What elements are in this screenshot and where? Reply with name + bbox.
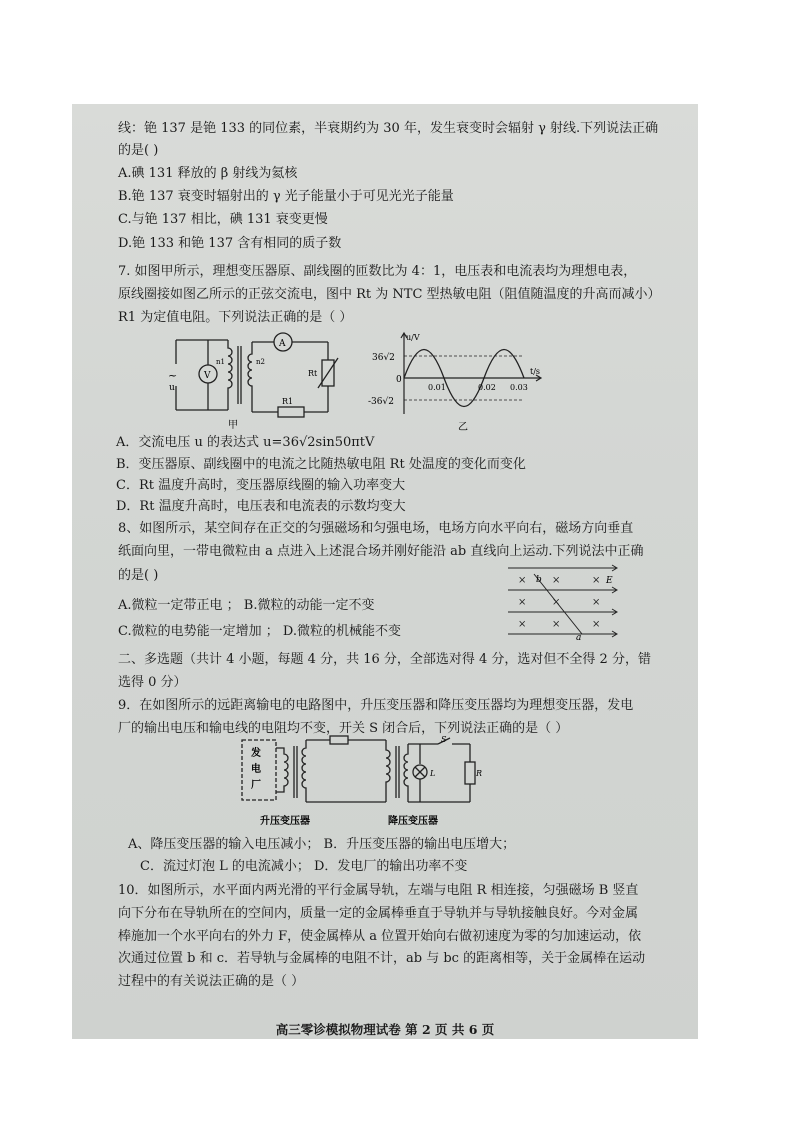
label-rt: Rt <box>308 369 318 378</box>
label-r: R <box>476 769 483 778</box>
label-u: u <box>169 383 175 393</box>
question-9: 9．在如图所示的远距离输电的电路图中，升压变压器和降压变压器均为理想变压器，发电 <box>118 698 634 713</box>
b-field-mark: × <box>518 575 527 586</box>
options-cd: C．流过灯泡 L 的电流减小； D．发电厂的输出功率不变 <box>140 859 468 874</box>
b-field-mark: × <box>592 575 601 586</box>
y-tick-top: 36√2 <box>372 353 395 363</box>
y-tick-bottom: -36√2 <box>368 397 394 407</box>
scanned-page <box>72 104 698 1039</box>
x-axis-label: t/s <box>530 367 541 376</box>
gen-label-2: 电 <box>251 764 261 775</box>
text-line: 的是( ) <box>118 568 159 583</box>
option-b: B.铯 137 衰变时辐射出的 γ 光子能量小于可见光光子能量 <box>118 189 454 204</box>
option-c: C．Rt 温度升高时，变压器原线圈的输入功率变大 <box>116 478 406 493</box>
options-ab: A、降压变压器的输入电压减小； B．升压变压器的输出电压增大； <box>128 837 516 852</box>
label-step-up: 升压变压器 <box>260 816 310 827</box>
question-10: 10．如图所示，水平面内两光滑的平行金属导轨，左端与电阻 R 相连接，匀强磁场 B 竖直 <box>118 883 639 898</box>
page-footer: 高三零诊模拟物理试卷 第 2 页 共 6 页 <box>275 1022 495 1037</box>
options-ab: A.微粒一定带正电 ； B.微粒的动能一定不变 <box>118 598 375 613</box>
text-line: 线：铯 137 是铯 133 的同位素，半衰期约为 30 年，发生衰变时会辐射 γ 射线.下列说法正确 <box>118 121 659 136</box>
source-tilde: ~ <box>168 369 178 382</box>
label-r1: R1 <box>282 397 294 406</box>
text-line: 过程中的有关说法正确的是（ ） <box>118 974 305 989</box>
text-line: 原线圈接如图乙所示的正弦交流电，图中 Rt 为 NTC 型热敏电阻（阻值随温度的升高而减小） <box>118 287 661 302</box>
point-b: b <box>536 575 542 585</box>
options-cd: C.微粒的电势能一定增加 ； D.微粒的机械能不变 <box>118 624 401 639</box>
x-tick-2: 0.02 <box>478 383 496 392</box>
gen-label-1: 发 <box>251 748 261 759</box>
label-n2: n2 <box>256 358 265 366</box>
figure-jia-circuit <box>168 330 350 430</box>
gen-label-3: 厂 <box>251 780 261 791</box>
option-a: A.碘 131 释放的 β 射线为氦核 <box>118 166 298 181</box>
text-line: 向下分布在导轨所在的空间内，质量一定的金属棒垂直于导轨并与导轨接触良好。今对金属 <box>118 906 639 921</box>
caption-yi: 乙 <box>458 422 468 433</box>
figure-q9-transmission <box>238 734 486 830</box>
caption-jia: 甲 <box>228 420 238 430</box>
b-field-mark: × <box>552 597 561 608</box>
b-field-mark: × <box>552 575 561 586</box>
text-line: R1 为定值电阻。下列说法正确的是（ ） <box>118 310 353 325</box>
option-d: D.铯 133 和铯 137 含有相同的质子数 <box>118 236 342 251</box>
y-tick-zero: 0 <box>396 375 402 385</box>
text-line: 选得 0 分） <box>118 675 187 690</box>
label-e: E <box>606 576 613 586</box>
figure-q8-fields <box>506 562 626 642</box>
option-b: B．变压器原、副线圈中的电流之比随热敏电阻 Rt 处温度的变化而变化 <box>116 457 526 472</box>
label-s: S <box>441 735 447 744</box>
b-field-mark: × <box>592 619 601 630</box>
text-line: 厂的输出电压和输电线的电阻均不变，开关 S 闭合后，下列说法正确的是（ ） <box>118 721 569 736</box>
x-tick-1: 0.01 <box>428 383 446 392</box>
voltmeter-label: V <box>204 371 211 381</box>
b-field-mark: × <box>592 597 601 608</box>
b-field-mark: × <box>552 619 561 630</box>
point-a: a <box>576 633 582 642</box>
question-7: 7. 如图甲所示，理想变压器原、副线圈的匝数比为 4：1，电压表和电流表均为理想电表， <box>118 264 637 279</box>
text-line: 纸面向里，一带电微粒由 a 点进入上述混合场并刚好能沿 ab 直线向上运动.下列说法中正确 <box>118 544 644 559</box>
text-line: 的是( ) <box>118 143 159 158</box>
label-n1: n1 <box>216 358 225 366</box>
ammeter-label: A <box>279 339 286 349</box>
y-axis-label: u/V <box>406 333 420 342</box>
label-l: L <box>430 769 436 778</box>
x-tick-3: 0.03 <box>510 383 528 392</box>
text-line: 次通过位置 b 和 c．若导轨与金属棒的电阻不计，ab 与 bc 的距离相等，关于金属棒在运动 <box>118 951 646 966</box>
option-d: D．Rt 温度升高时，电压表和电流表的示数均变大 <box>116 499 406 514</box>
option-a: A．交流电压 u 的表达式 u=36√2sin50πtV <box>116 435 375 450</box>
text-line: 棒施加一个水平向右的外力 F，使金属棒从 a 位置开始向右做初速度为零的匀加速运动，依 <box>118 929 642 944</box>
label-step-down: 降压变压器 <box>388 816 438 827</box>
question-8: 8、如图所示，某空间存在正交的匀强磁场和匀强电场，电场方向水平向右，磁场方向垂直 <box>118 521 634 536</box>
b-field-mark: × <box>518 597 527 608</box>
section-heading: 二、多选题（共计 4 小题，每题 4 分，共 16 分，全部选对得 4 分，选对但不全得 2 分，错 <box>118 652 651 667</box>
option-c: C.与铯 137 相比，碘 131 衰变更慢 <box>118 212 328 227</box>
figure-yi-graph <box>368 330 548 434</box>
b-field-mark: × <box>518 619 527 630</box>
